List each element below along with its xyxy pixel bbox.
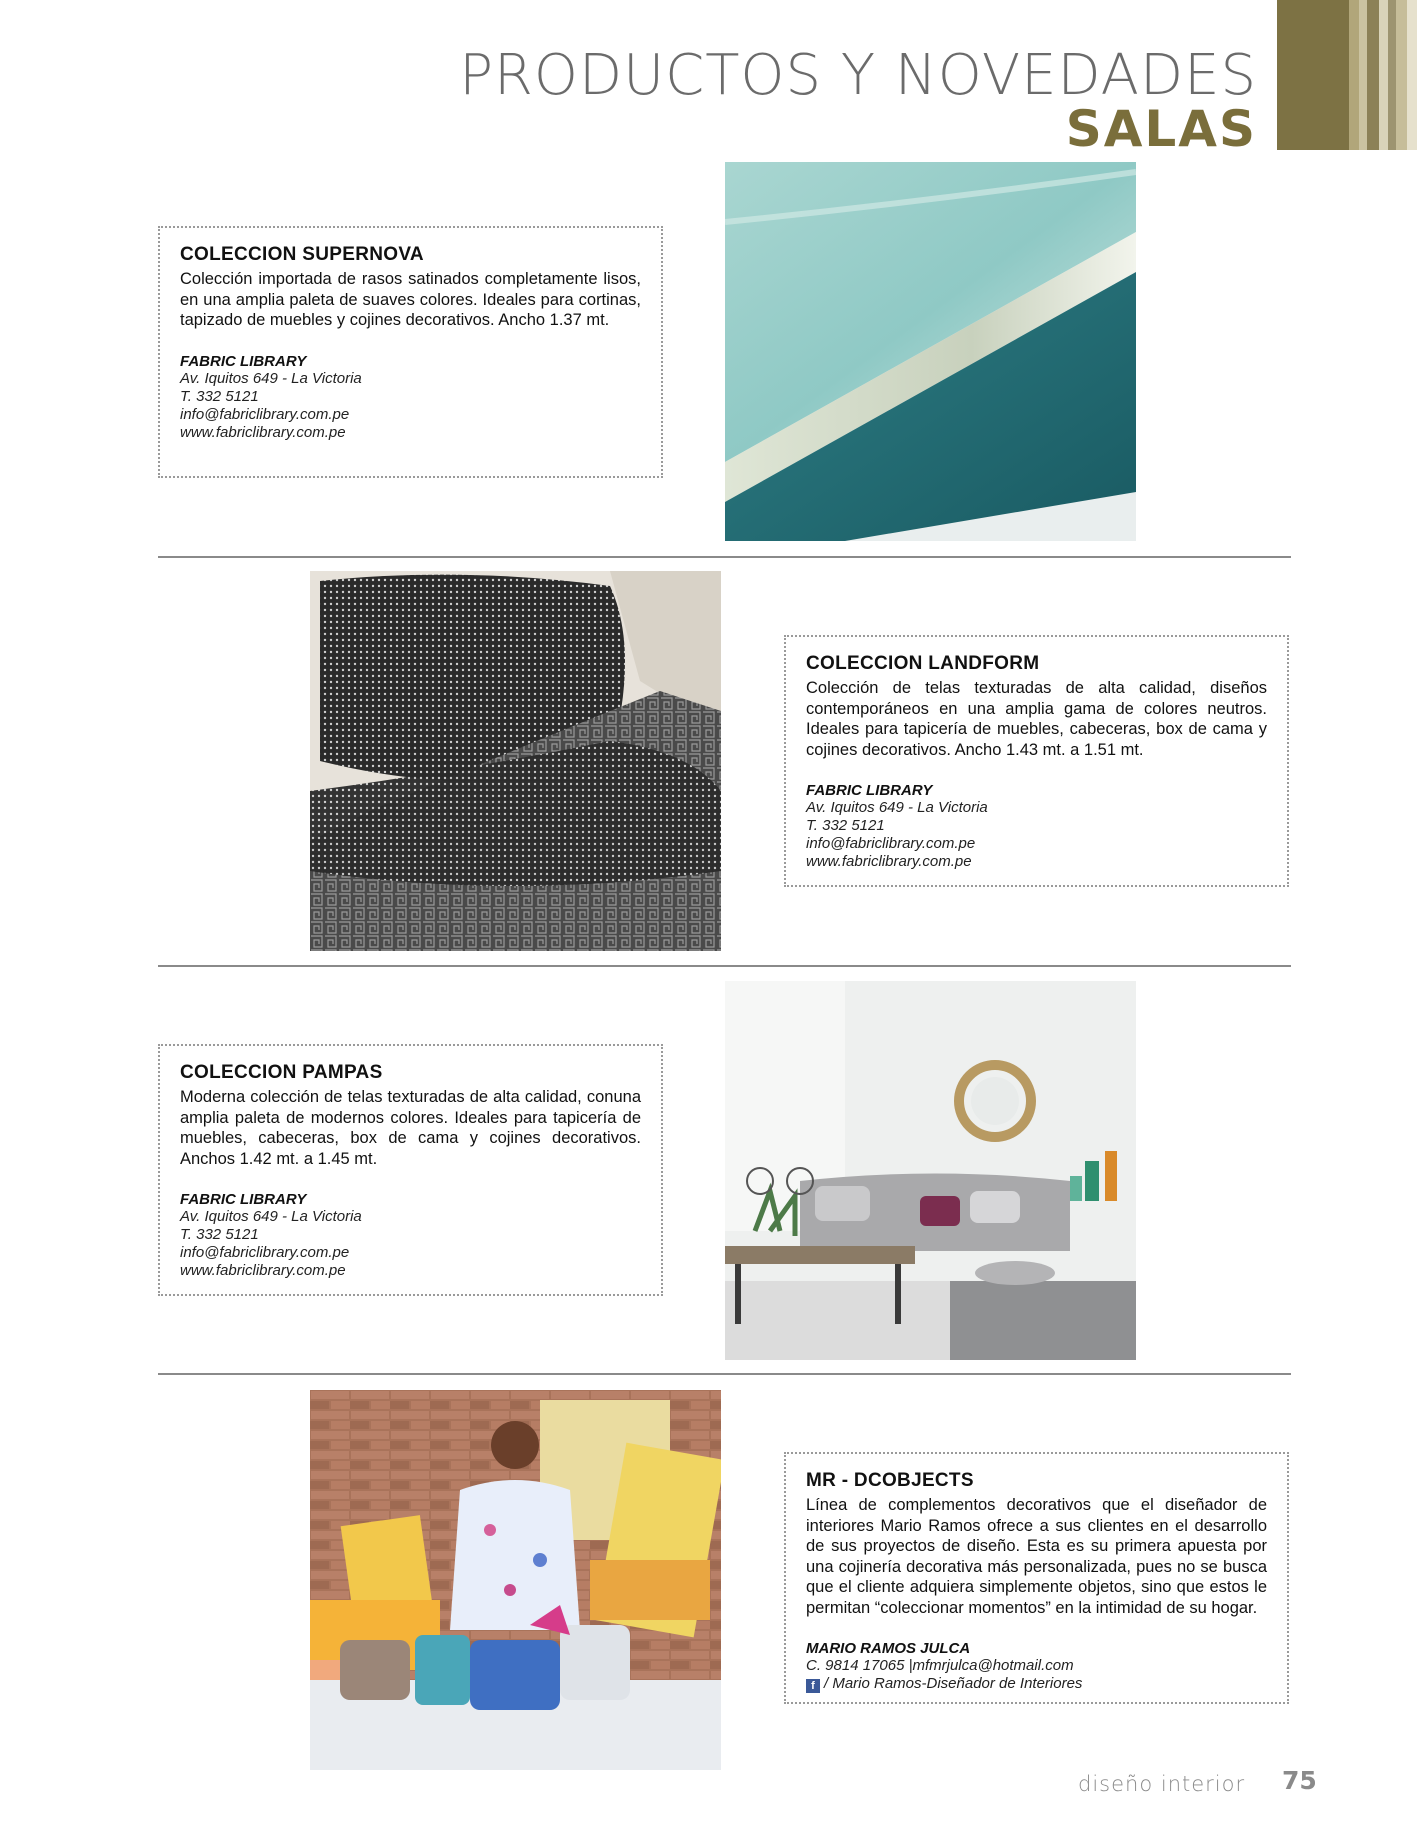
company-email[interactable]: info@fabriclibrary.com.pe <box>180 405 350 423</box>
designer-with-cushions-photo <box>310 1390 721 1770</box>
stripe-band <box>1396 0 1407 150</box>
stripe-band <box>1367 0 1379 150</box>
section-divider <box>158 965 1291 967</box>
section-divider <box>158 1373 1291 1375</box>
company-phone: T. 332 5121 <box>806 817 885 834</box>
stripe-band <box>1359 0 1367 150</box>
product-description: Colección importada de rasos satinados completamente lisos, en una amplia paleta de suaves colores. Ideales para cortinas, tapizado de muebles y cojines decorativos. Ancho 1.37 mt. <box>180 270 641 329</box>
company-name: FABRIC LIBRARY <box>180 352 307 370</box>
page-number: 75 <box>1282 1766 1317 1795</box>
company-name: FABRIC LIBRARY <box>806 782 933 799</box>
stripe-band <box>1388 0 1396 150</box>
company-website[interactable]: www.fabriclibrary.com.pe <box>180 1262 346 1279</box>
company-website[interactable]: www.fabriclibrary.com.pe <box>806 853 972 870</box>
company-website[interactable]: www.fabriclibrary.com.pe <box>180 423 346 441</box>
product-title: COLECCION PAMPAS <box>180 1062 383 1083</box>
product-description: Moderna colección de telas texturadas de alta calidad, conuna amplia paleta de modernos colores. Ideales para tapicería de muebles, cabeceras, box de cama y cojines decorativos. Anchos 1.42 mt. a 1.45 mt. <box>180 1088 641 1168</box>
product-description: Línea de complementos decorativos que el diseñador de interiores Mario Ramos ofrece a sus clientes en el desarrollo de sus proyectos de diseño. Esta es su primera apuesta por una cojinería decorativa más personalizada, pues no se busca que el cliente adquiera simplemente objetos, sino que estos le permitan “coleccionar momentos” en la intimidad de su hogar. <box>806 1496 1267 1617</box>
product-card-landform <box>784 635 1289 887</box>
product-title: MR - DCOBJECTS <box>806 1470 974 1491</box>
section-divider <box>158 556 1291 558</box>
header-stripes-decoration <box>1277 0 1417 150</box>
stripe-band <box>1379 0 1388 150</box>
company-address: Av. Iquitos 649 - La Victoria <box>180 369 362 387</box>
designer-facebook[interactable] <box>806 1675 1267 1693</box>
stripe-band <box>1277 0 1349 150</box>
supernova-satin-fabric-photo <box>725 162 1136 541</box>
page-section-title: PRODUCTOS Y NOVEDADES <box>459 43 1257 108</box>
pampas-living-room-photo <box>725 981 1136 1360</box>
product-card-pampas <box>158 1044 663 1296</box>
company-email[interactable]: info@fabriclibrary.com.pe <box>806 835 976 852</box>
stripe-band <box>1349 0 1359 150</box>
company-address: Av. Iquitos 649 - La Victoria <box>806 799 988 816</box>
facebook-icon: f <box>806 1679 820 1693</box>
product-card-supernova <box>158 226 663 478</box>
landform-cushions-photo <box>310 571 721 951</box>
product-card-mr-dcobjects <box>784 1452 1289 1704</box>
magazine-brand: diseño interior <box>1078 1772 1246 1796</box>
page-section-subtitle: SALAS <box>1065 100 1257 158</box>
company-name: FABRIC LIBRARY <box>180 1191 307 1208</box>
company-address: Av. Iquitos 649 - La Victoria <box>180 1208 362 1225</box>
product-title: COLECCION SUPERNOVA <box>180 244 424 265</box>
company-phone: T. 332 5121 <box>180 387 259 405</box>
facebook-page-label: / Mario Ramos-Diseñador de Interiores <box>824 1675 1083 1692</box>
product-description: Colección de telas texturadas de alta calidad, diseños contemporáneos en una amplia gama de colores neutros. Ideales para tapicería de muebles, cabeceras, box de cama y cojines decorativos. Ancho 1.43 mt. a 1.51 mt. <box>806 679 1267 759</box>
company-phone: T. 332 5121 <box>180 1226 259 1243</box>
company-email[interactable]: info@fabriclibrary.com.pe <box>180 1244 350 1261</box>
designer-contact[interactable]: C. 9814 17065 |mfmrjulca@hotmail.com <box>806 1657 1074 1674</box>
product-title: COLECCION LANDFORM <box>806 653 1040 674</box>
designer-name: MARIO RAMOS JULCA <box>806 1640 971 1657</box>
stripe-band <box>1407 0 1417 150</box>
